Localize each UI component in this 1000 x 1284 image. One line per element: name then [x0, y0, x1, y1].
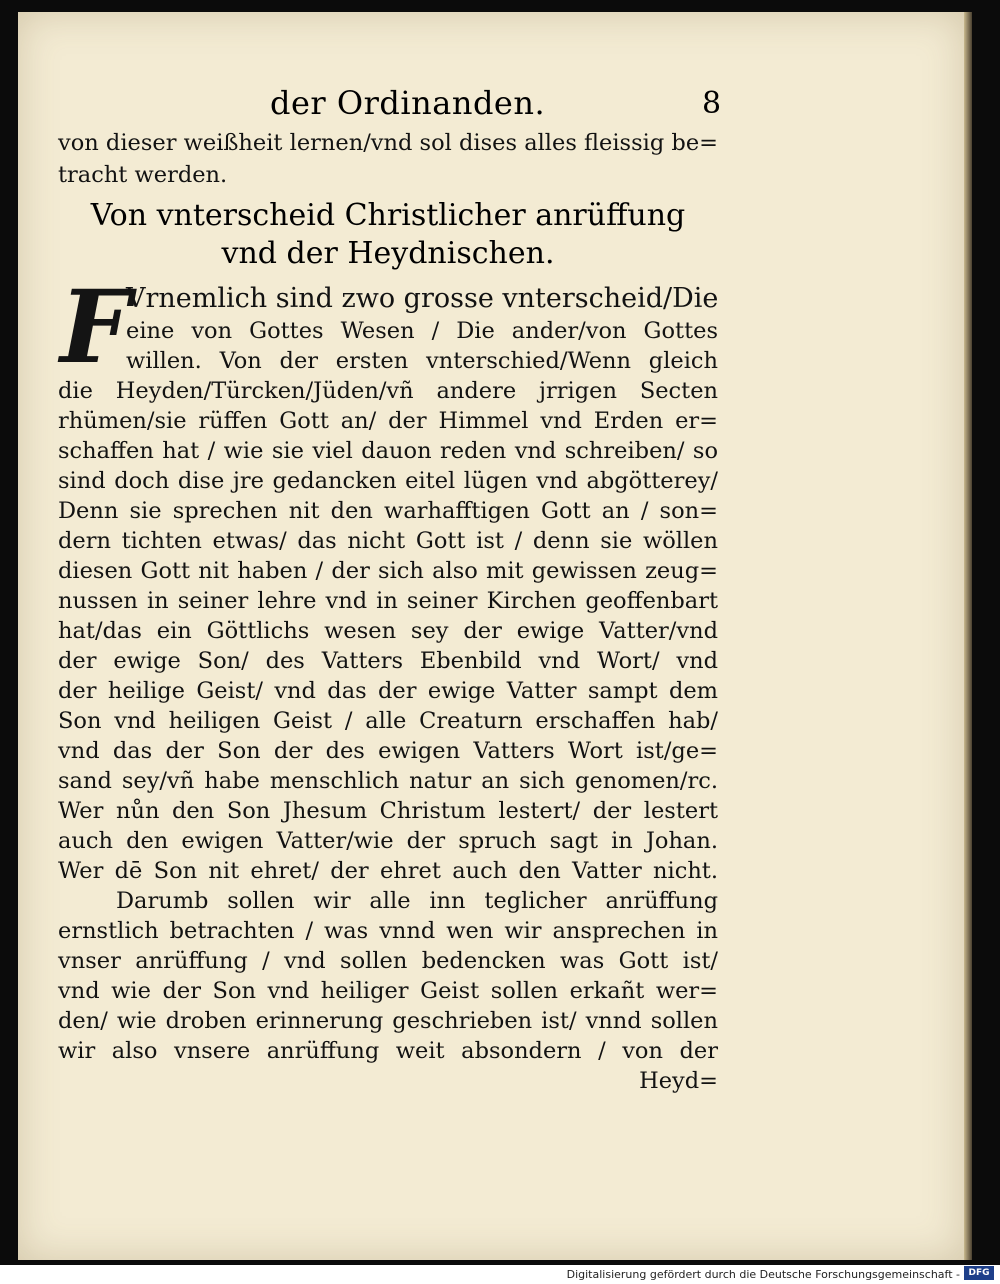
page-number: 8	[702, 86, 722, 121]
footer-credit: Digitalisierung gefördert durch die Deutsche Forschungsgemeinschaft -	[566, 1268, 960, 1281]
intro-line: von dieser weißheit lernen/vnd sol dises alles fleissig be=	[58, 130, 718, 156]
dfg-logo[interactable]: DFG	[964, 1266, 994, 1280]
body-line: wir also vnsere anrüffung weit absondern / von der	[58, 1038, 718, 1064]
body-line: der ewige Son/ des Vatters Ebenbild vnd Wort/ vnd	[58, 648, 718, 674]
running-head: der Ordinanden.	[270, 84, 546, 122]
page-edge	[964, 12, 972, 1260]
catchword: Heyd=	[639, 1068, 718, 1094]
body-line: diesen Gott nit haben / der sich also mit gewissen zeug=	[58, 558, 718, 584]
body-line: Wer dē Son nit ehret/ der ehret auch den Vatter nicht.	[58, 858, 718, 884]
body-line: hat/das ein Göttlichs wesen sey der ewige Vatter/vnd	[58, 618, 718, 644]
body-line: den/ wie droben erinnerung geschrieben ist/ vnnd sollen	[58, 1008, 718, 1034]
body-line: der heilige Geist/ vnd das der ewige Vatter sampt dem	[58, 678, 718, 704]
body-line: sind doch dise jre gedancken eitel lügen vnd abgötterey/	[58, 468, 718, 494]
body-line: sand sey/vñ habe menschlich natur an sich genomen/rc.	[58, 768, 718, 794]
body-line: auch den ewigen Vatter/wie der spruch sagt in Johan.	[58, 828, 718, 854]
body-line: Son vnd heiligen Geist / alle Creaturn erschaffen hab/	[58, 708, 718, 734]
body-line: vnd das der Son der des ewigen Vatters Wort ist/ge=	[58, 738, 718, 764]
body-line: ernstlich betrachten / was vnnd wen wir ansprechen in	[58, 918, 718, 944]
body-line: schaffen hat / wie sie viel dauon reden vnd schreiben/ so	[58, 438, 718, 464]
body-line: Wer nůn den Son Jhesum Christum lestert/ der lestert	[58, 798, 718, 824]
body-line: vnser anrüffung / vnd sollen bedencken was Gott ist/	[58, 948, 718, 974]
body-line: willen. Von der ersten vnterschied/Wenn gleich	[126, 348, 718, 374]
body-line: Darumb sollen wir alle inn teglicher anrüffung	[116, 888, 718, 914]
body-line: nussen in seiner lehre vnd in seiner Kirchen geoffenbart	[58, 588, 718, 614]
section-heading-line-1: Von vnterscheid Christlicher anrüffung	[90, 198, 686, 233]
body-line: rhümen/sie rüffen Gott an/ der Himmel vnd Erden er=	[58, 408, 718, 434]
body-line: vnd wie der Son vnd heiliger Geist sollen erkañt wer=	[58, 978, 718, 1004]
intro-line: tracht werden.	[58, 162, 228, 188]
body-line: die Heyden/Türcken/Jüden/vñ andere jrrigen Secten	[58, 378, 718, 404]
body-line: dern tichten etwas/ das nicht Gott ist / denn sie wöllen	[58, 528, 718, 554]
body-line: Denn sie sprechen nit den warhafftigen Gott an / son=	[58, 498, 718, 524]
body-line: Vrnemlich sind zwo grosse vnterscheid/Die	[126, 283, 719, 314]
decorated-initial: F	[60, 268, 131, 386]
section-heading-line-2: vnd der Heydnischen.	[221, 236, 555, 271]
body-line: eine von Gottes Wesen / Die ander/von Gottes	[126, 318, 718, 344]
